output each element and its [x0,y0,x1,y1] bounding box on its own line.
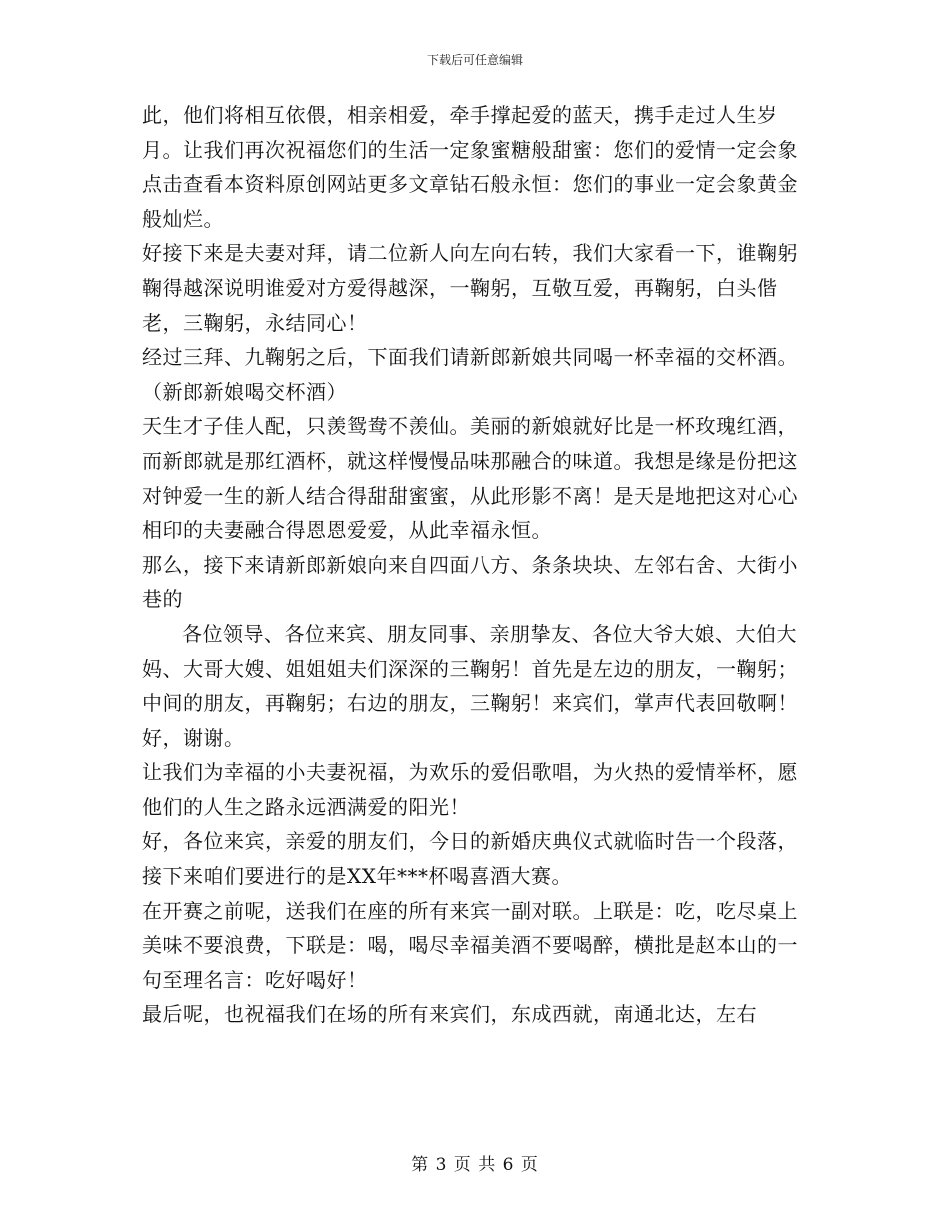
paragraph-6: 各位领导、各位来宾、朋友同事、亲朋挚友、各位大爷大娘、大伯大妈、大哥大嫂、姐姐姐夫们深深的三鞠躬！首先是左边的朋友，一鞠躬；中间的朋友，再鞠躬；右边的朋友，三鞠躬！来宾们，掌声代表回敬啊！好，谢谢。 [142,621,798,750]
paragraph-5: 那么，接下来请新郎新娘向来自四面八方、条条块块、左邻右舍、大街小巷的 [142,552,798,612]
paragraph-3: 经过三拜、九鞠躬之后，下面我们请新郎新娘共同喝一杯幸福的交杯酒。（新郎新娘喝交杯酒） [142,345,798,404]
paragraph-2: 好接下来是夫妻对拜，请二位新人向左向右转，我们大家看一下，谁鞠躬鞠得越深说明谁爱对方爱得越深，一鞠躬，互敬互爱，再鞠躬，白头偕老，三鞠躬，永结同心！ [142,241,798,335]
paragraph-1: 此，他们将相互依偎，相亲相爱，牵手撑起爱的蓝天，携手走过人生岁月。让我们再次祝福您们的生活一定象蜜糖般甜蜜：您们的爱情一定会象点击查看本资料原创网站更多文章钻石般永恒：您们的事业一定会象黄金般灿烂。 [142,103,798,231]
paragraph-10: 最后呢，也祝福我们在场的所有来宾们，东成西就，南通北达，左右 [142,1002,757,1027]
paragraph-8: 好，各位来宾，亲爱的朋友们，今日的新婚庆典仪式就临时告一个段落，接下来咱们要进行的是XX年***杯喝喜酒大赛。 [142,829,798,889]
document-body [142,98,808,1032]
page-header: 下载后可任意编辑 [426,53,523,67]
page-number-footer: 第 3 页 共 6 页 [411,1155,539,1175]
paragraph-9: 在开赛之前呢，送我们在座的所有来宾一副对联。上联是：吃，吃尽桌上美味不要浪费，下联是：喝，喝尽幸福美酒不要喝醉，横批是赵本山的一句至理名言：吃好喝好！ [142,898,798,992]
paragraph-7: 让我们为幸福的小夫妻祝福，为欢乐的爱侣歌唱，为火热的爱情举杯，愿他们的人生之路永远洒满爱的阳光！ [142,760,798,819]
paragraph-4: 天生才子佳人配，只羡鸳鸯不羡仙。美丽的新娘就好比是一杯玫瑰红酒，而新郎就是那红酒杯，就这样慢慢品味那融合的味道。我想是缘是份把这对钟爱一生的新人结合得甜甜蜜蜜，从此形影不离！是天是地把这对心心相印的夫妻融合得恩恩爱爱，从此幸福永恒。 [142,414,798,543]
